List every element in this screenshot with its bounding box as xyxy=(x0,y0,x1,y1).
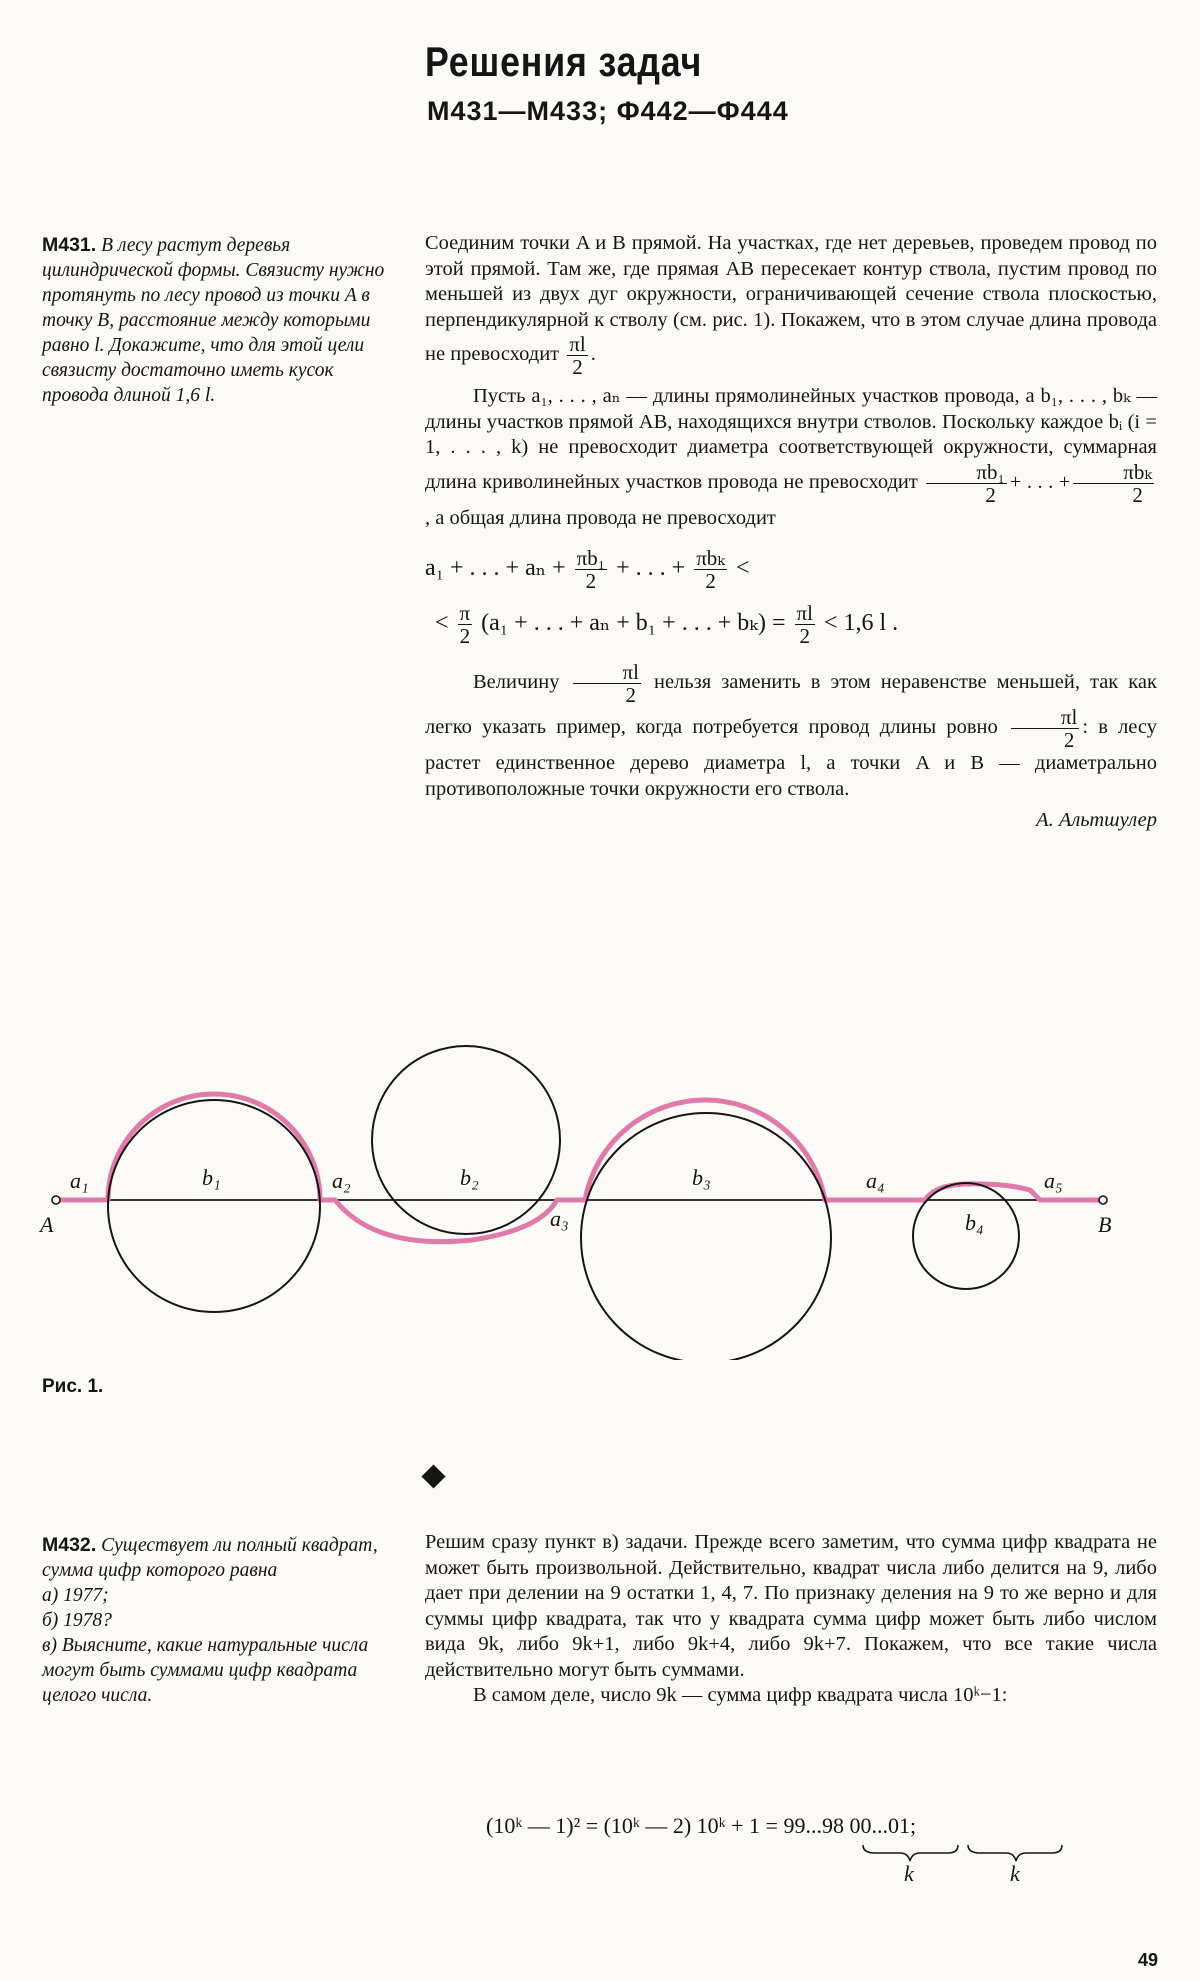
m432-solution xyxy=(425,1530,1157,1709)
m431-author: А. Альтшулер xyxy=(1036,809,1157,831)
page-title: Решения задач xyxy=(425,38,703,85)
figure-caption: Рис. 1. xyxy=(42,1376,104,1397)
m431-math-line2: < $\frac{\pi}{2}$ (a₁ + . . . + aₙ + b₁ + . . . + bₖ) = $\frac{\pi l}{2}$ < 1,6 l . xyxy=(435,601,899,648)
label-b4: b₄ xyxy=(965,1210,984,1235)
page-number: 49 xyxy=(1138,1950,1159,1970)
tree-circle-2 xyxy=(372,1046,560,1234)
page-subtitle: М431—М433; Ф442—Ф444 xyxy=(427,96,789,126)
figure-1 xyxy=(0,1040,1200,1360)
label-a2: a₂ xyxy=(332,1168,351,1193)
m432-item-c: в) Выясните, какие натуральные числа могут быть суммами цифр квадрата целого числа. xyxy=(42,1635,369,1706)
m431-statement: В лесу растут деревья цилиндрической формы. Связисту нужно протянуть по лесу провод из точки A в точку B, расстояние между которыми равно l. Докажите, что для этой цели связисту достаточно иметь кусок провода длиной 1,6 l. xyxy=(42,235,385,406)
m432-p2: В самом деле, число 9k — сумма цифр квадрата числа 10ᵏ−1: xyxy=(473,1684,1008,1706)
frac-pil-1: $\frac{\pi l}{2}$ xyxy=(569,332,586,379)
m432-code: М432. xyxy=(42,1534,97,1556)
m431-code: М431. xyxy=(42,234,97,256)
label-b2: b₂ xyxy=(460,1165,479,1190)
m432-p1: Решим сразу пункт в) задачи. Прежде всего заметим, что сумма цифр квадрата не может быть произвольной. Действительно, квадрат числа либо делится на 9, либо дает при делении на 9 остатки 1, 4, 7. По признаку деления на 9 то же верно и для суммы цифр квадрата, так что у квадрата сумма цифр может быть либо числом вида 9k, либо 9k+1, либо 9k+4, либо 9k+7. Покажем, что все такие числа действительно могут быть суммами. xyxy=(425,1531,1157,1681)
m431-solution: Соединим точки A и B прямой. На участках, где нет деревьев, проведем провод по этой прямой. Там же, где прямая AB пересекает контур ствола, пустим провод по меньшей из двух дуг окружности, ограничивающей сечение ствола плоскостью, перпендикулярной к стволу (см. рис. 1). Покажем, что в этом случае длина провода не превосходит $\frac{\pi l}{2}$ . Пусть a₁, . . . , aₙ — длины прямолинейных участков провода, а b₁, . . . , bₖ — длины участков прямой AB, находящихся внутри стволов. Поскольку каждое bᵢ (i = 1, . . . , k) не превосходит диаметра соответствующей окружности, суммарная длина криволинейных участков провода не превосходит $\frac{\text{πb₁}}{2}$ + . . . + $\frac{\text{πbₖ}}{2}$ , а общая длина провода не превосходит a₁ + . . . + aₙ + $\frac{\text{πb₁}}{2}$ + . . . + $\frac{\text{πbₖ}}{2}$ < < $\frac{\pi}{2}$ (a₁ + . . . + aₙ + b₁ + . . . + bₖ) = $\frac{\pi l}{2}$ < 1,6 l . Величину $\frac{\pi l}{2}$ нельзя заменить в этом неравенстве меньшей, так как легко указать пример, когда потребуется провод длины ровно $\frac{\pi l}{2}$ : в лесу растет единственное дерево диаметра l, а точки A и B — диаметрально противоположные точки окружности его ствола. А. Альтшулер xyxy=(425,231,1157,834)
tree-circle-3 xyxy=(581,1113,831,1360)
m431-problem xyxy=(42,233,387,408)
label-a1: a₁ xyxy=(70,1168,89,1193)
m432-formula: (10ᵏ — 1)² = (10ᵏ — 2) 10ᵏ + 1 = 99...98 00...01; xyxy=(486,1813,917,1838)
m431-p3b: нельзя заменить в этом неравенстве меньшей, так как легко указать пример, когда потребуется провод длины ровно xyxy=(425,671,1157,739)
tree-circle-4 xyxy=(913,1183,1019,1289)
m431-p2b: , а общая длина провода не превосходит xyxy=(425,506,776,529)
section-diamond-icon xyxy=(421,1464,445,1488)
label-a5: a₅ xyxy=(1044,1168,1063,1193)
m431-p3a: Величину xyxy=(473,671,560,694)
brace-2-label: k xyxy=(1010,1861,1020,1883)
label-B: B xyxy=(1098,1212,1112,1237)
m432-item-b: б) 1978? xyxy=(42,1610,112,1631)
frac-pib1-1: $\frac{\text{πb₁}}{2}$ xyxy=(926,461,1006,506)
brace-1-label: k xyxy=(904,1861,914,1883)
m431-p1: Соединим точки A и B прямой. На участках, где нет деревьев, проведем провод по этой прямой. Там же, где прямая AB пересекает контур ствола, пустим провод по меньшей из двух дуг окружности, ограничивающей сечение ствола плоскостью, перпендикулярной к стволу (см. рис. 1). Покажем, что в этом случае длина провода не превосходит xyxy=(425,232,1157,366)
m431-math-line1: a₁ + . . . + aₙ + $\frac{\text{πb₁}}{2}$ + . . . + $\frac{\text{πbₖ}}{2}$ < xyxy=(425,546,750,593)
label-a3: a₃ xyxy=(550,1206,569,1231)
m432-item-a: а) 1977; xyxy=(42,1585,109,1606)
frac-pibk-1: $\frac{\text{πbₖ}}{2}$ xyxy=(1073,461,1154,506)
label-a4: a₄ xyxy=(866,1168,885,1193)
label-A: A xyxy=(40,1212,54,1237)
m431-p2: Пусть a₁, . . . , aₙ — длины прямолинейных участков провода, а b₁, . . . , bₖ — длины участков прямой AB, находящихся внутри стволов. Поскольку каждое bᵢ (i = 1, . . . , k) не превосходит диаметра соответствующей окружности, суммарная длина криволинейных участков провода не превосходит xyxy=(425,385,1157,493)
m432-statement: Существует ли полный квадрат, сумма цифр которого равна xyxy=(42,1535,378,1581)
m432-problem xyxy=(42,1533,387,1708)
brace-2 xyxy=(968,1845,1062,1861)
m432-braces xyxy=(860,1843,1070,1883)
label-b3: b₃ xyxy=(692,1165,711,1190)
point-a xyxy=(52,1196,60,1204)
label-b1: b₁ xyxy=(202,1165,221,1190)
point-b xyxy=(1099,1196,1107,1204)
m431-p3c: : в лесу растет единственное дерево диаметра l, а точки A и B — диаметрально противоположные точки окружности его ствола. xyxy=(425,716,1157,800)
tree-circle-1 xyxy=(108,1100,320,1312)
brace-1 xyxy=(863,1845,958,1861)
